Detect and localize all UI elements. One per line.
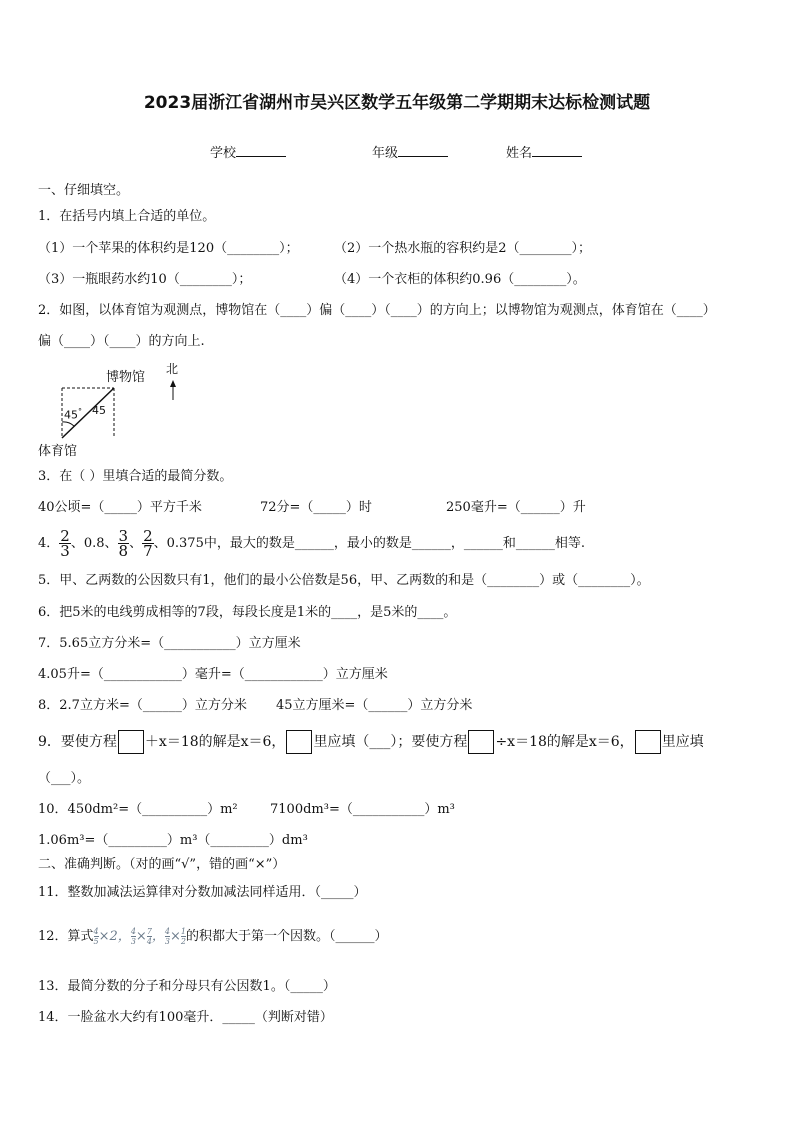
q2-line1: 2．如图，以体育馆为观测点，博物馆在（____）偏（____）（____）的方向上；以博物馆为观测点，体育馆在（____） [38, 303, 716, 318]
q9-line2: （___）。 [38, 771, 91, 786]
north-label: 北 [166, 362, 179, 376]
q2-figure [30, 360, 190, 460]
museum-label: 博物馆 [106, 370, 146, 385]
q3-stem: 3．在（ ）里填合适的最简分数。 [38, 469, 233, 484]
name-blank[interactable] [532, 142, 582, 157]
q4: 4． $\frac{2}{3}$ 、0.8、 $\frac{3}{8}$ 、 $\frac{2}{7}$ 、0.375中，最大的数是______，最小的数是______，______和______相等. [38, 527, 585, 560]
grade-field[interactable] [372, 142, 448, 161]
q6: 6．把5米的电线剪成相等的7段，每段长度是1米的____，是5米的____。 [38, 605, 457, 620]
q3-c: 250毫升=（______）升 [446, 500, 586, 515]
q12-fraction-5: $\frac{1}{2}$ [180, 927, 187, 946]
grade-label: 年级 [372, 146, 399, 161]
q8-a: 8．2.7立方米=（______）立方分米 [38, 698, 247, 713]
q7-b: 4.05升=（____________）毫升=（____________）立方厘米 [38, 667, 388, 682]
q12: 12．算式 $\frac{4}{5}$ ×2， $\frac{4}{3}$ × $\frac{7}{4}$ ， $\frac{4}{3}$ × $\frac{1}{2}$ 的积都大于第一个因数。（______） [38, 927, 388, 946]
q1-b: （2）一个热水瓶的容积约是2（________）； [334, 241, 592, 256]
q1-c: （3）一瓶眼药水约10（________）； [38, 272, 252, 287]
q2-line2: 偏（____）（____）的方向上. [38, 334, 205, 349]
q1-d: （4）一个衣柜的体积约0.96（________）。 [334, 272, 586, 287]
q11: 11．整数加减法运算律对分数加减法同样适用．（_____） [38, 885, 367, 900]
school-field[interactable] [210, 142, 286, 161]
q9-box-2[interactable] [286, 730, 312, 754]
q3-b: 72分=（_____）时 [260, 500, 372, 515]
angle-arc [62, 422, 74, 426]
q12-fraction-3: $\frac{7}{4}$ [146, 927, 152, 946]
q9-box-1[interactable] [118, 730, 144, 754]
q10-a: 10．450dm²=（__________）m² [38, 802, 238, 817]
q7-a: 7．5.65立方分米=（___________）立方厘米 [38, 636, 301, 651]
q4-fraction-2: $\frac{3}{8}$ [118, 527, 129, 560]
q13: 13．最简分数的分子和分母只有公因数1。（_____） [38, 979, 336, 994]
name-field[interactable] [506, 142, 582, 161]
school-blank[interactable] [236, 142, 286, 157]
q1-a: （1）一个苹果的体积约是120（________）； [38, 241, 299, 256]
q9-box-3[interactable] [468, 730, 494, 754]
page-title: 2023届浙江省湖州市吴兴区数学五年级第二学期期末达标检测试题 [143, 93, 651, 113]
north-arrowhead-icon [170, 380, 176, 387]
q1-stem: 1．在括号内填上合适的单位。 [38, 209, 216, 224]
grade-blank[interactable] [398, 142, 448, 157]
q10-c: 1.06m³=（_________）m³（_________）dm³ [38, 833, 308, 848]
q12-fraction-4: $\frac{4}{3}$ [164, 927, 171, 946]
q5: 5．甲、乙两数的公因数只有1，他们的最小公倍数是56，甲、乙两数的和是（________）或（________）。 [38, 573, 650, 588]
q8-b: 45立方厘米=（______）立方分米 [276, 698, 473, 713]
section-1-heading: 一、仔细填空。 [38, 183, 130, 198]
school-label: 学校 [210, 146, 237, 161]
q12-fraction-2: $\frac{4}{3}$ [130, 927, 136, 946]
q4-fraction-1: $\frac{2}{3}$ [60, 527, 70, 560]
q9-box-4[interactable] [635, 730, 661, 754]
gym-label: 体育馆 [38, 444, 78, 459]
angle-label-2: 45 [92, 404, 106, 417]
q10-b: 7100dm³=（___________）m³ [270, 802, 455, 817]
angle-label-1: 45° [64, 407, 82, 422]
q14: 14．一脸盆水大约有100毫升．_____（判断对错） [38, 1010, 333, 1025]
section-2-heading: 二、准确判断。（对的画“√”，错的画“×”） [38, 857, 286, 872]
q12-fraction-1: $\frac{4}{5}$ [93, 927, 99, 946]
q9-line1: 9．要使方程 ＋x＝18的解是x＝6， 里应填（___）；要使方程 ÷x＝18的解是x＝6， 里应填 [38, 730, 704, 754]
q3-a: 40公顷=（_____）平方千米 [38, 500, 202, 515]
name-label: 姓名 [506, 146, 533, 161]
q4-fraction-3: $\frac{2}{7}$ [143, 527, 153, 560]
